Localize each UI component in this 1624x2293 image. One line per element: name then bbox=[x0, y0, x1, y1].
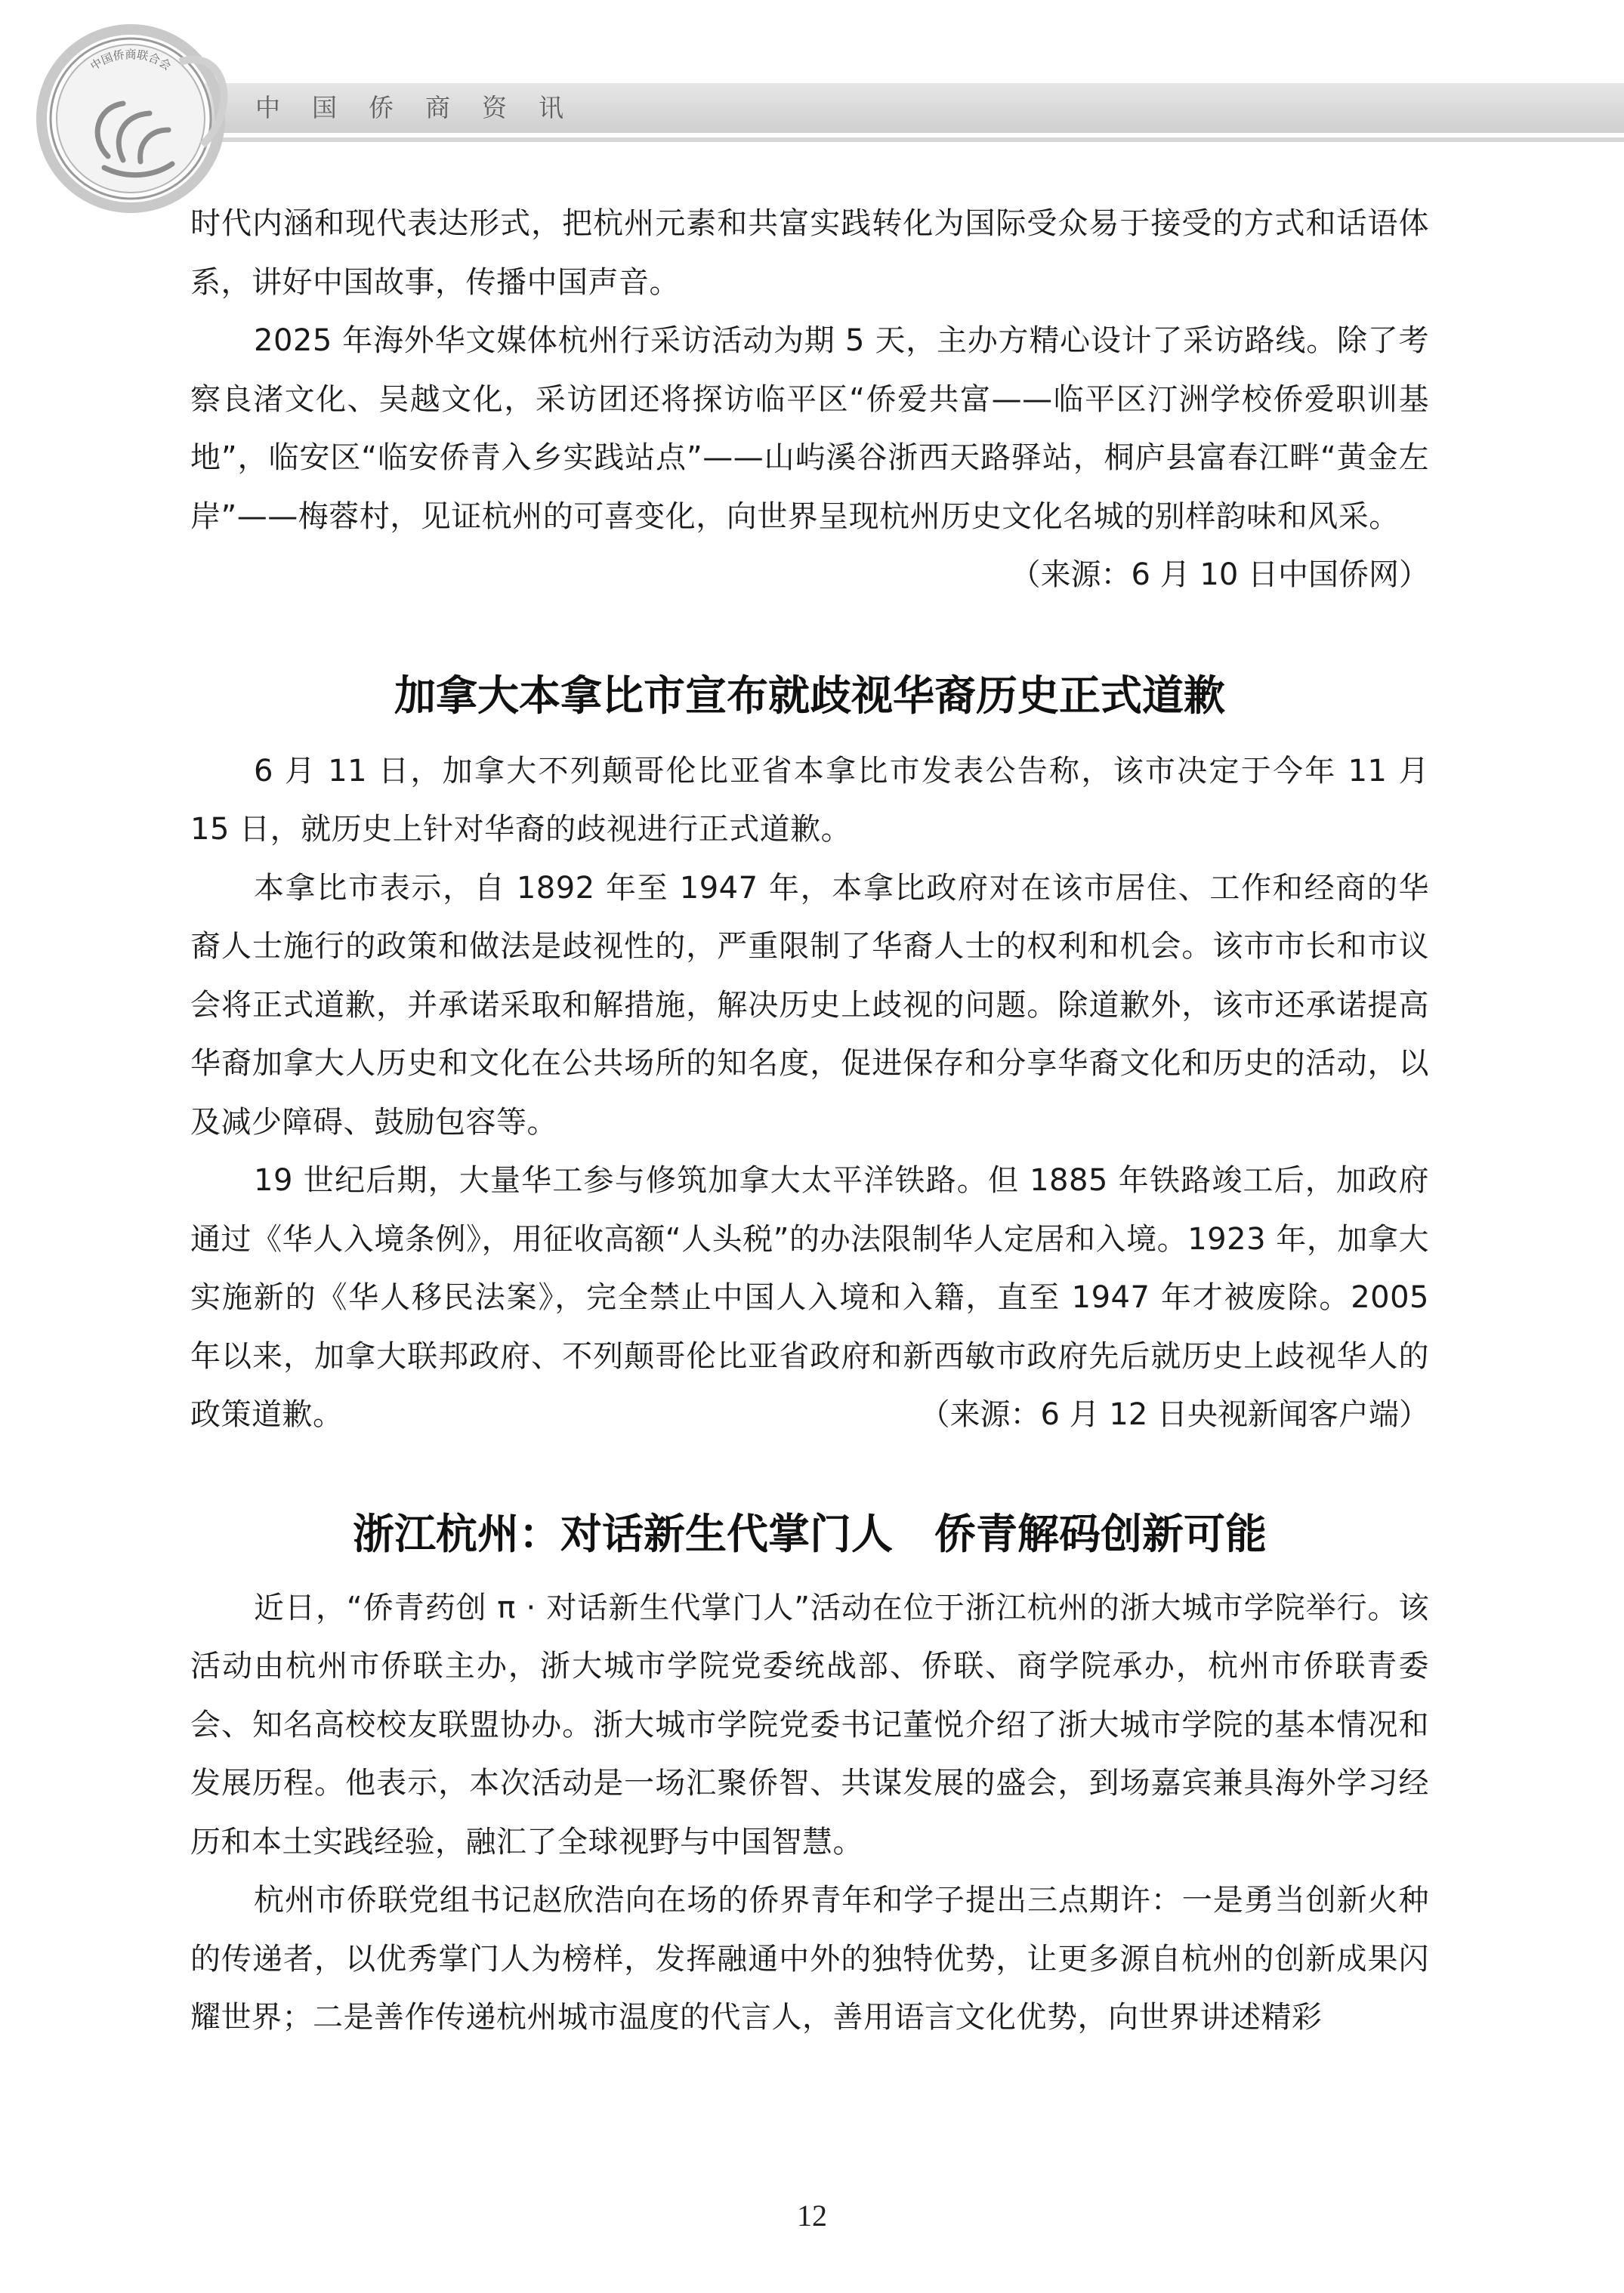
header-divider bbox=[113, 137, 1624, 142]
logo-icon bbox=[29, 17, 233, 221]
logo-text: 中国侨商联合会 bbox=[88, 47, 174, 73]
article2-paragraph-2: 本拿比市表示，自 1892 年至 1947 年，本拿比政府对在该市居住、工作和经商的华裔人士施行的政策和做法是歧视性的，严重限制了华裔人士的权利和机会。该市市长和市议会将正式道歉，并承诺采取和解措施，解决历史上歧视的问题。除道歉外，该市还承诺提高华裔加拿大人历史和文化在公共场所的知名度，促进保存和分享华裔文化和历史的活动，以及减少障碍、鼓励包容等。 bbox=[190, 870, 1429, 1140]
article2-paragraph-1: 6 月 11 日，加拿大不列颠哥伦比亚省本拿比市发表公告称，该市决定于今年 11 月 15 日，就历史上针对华裔的歧视进行正式道歉。 bbox=[190, 753, 1429, 847]
article2-paragraph-3: 19 世纪后期，大量华工参与修筑加拿大太平洋铁路。但 1885 年铁路竣工后，加政府通过《华人入境条例》，用征收高额“人头税”的办法限制华人定居和入境。1923 年，加拿大实施新的《华人移民法案》，完全禁止中国人入境和入籍，直至 1947 年才被废除。2005 年以来，加拿大联邦政府、不列颠哥伦比亚省政府和新西敏市政府先后就历史上歧视华人的政策道歉。 bbox=[190, 1163, 1429, 1432]
article3-paragraph-1: 近日，“侨青药创 π · 对话新生代掌门人”活动在位于浙江杭州的浙大城市学院举行。该活动由杭州市侨联主办，浙大城市学院党委统战部、侨联、商学院承办，杭州市侨联青委会、知名高校校友联盟协办。浙大城市学院党委书记董悦介绍了浙大城市学院的基本情况和发展历程。他表示，本次活动是一场汇聚侨智、共谋发展的盛会，到场嘉宾兼具海外学习经历和本土实践经验，融汇了全球视野与中国智慧。 bbox=[190, 1590, 1429, 1859]
article1-source: （来源：6 月 10 日中国侨网） bbox=[1010, 557, 1429, 592]
article1-paragraph-2: 2025 年海外华文媒体杭州行采访活动为期 5 天，主办方精心设计了采访路线。除了考察良渚文化、吴越文化，采访团还将探访临平区“侨爱共富——临平区汀洲学校侨爱职训基地”，临安区“临安侨青入乡实践站点”——山屿溪谷浙西天路驿站，桐庐县富春江畔“黄金左岸”——梅蓉村，见证杭州的可喜变化，向世界呈现杭州历史文化名城的别样韵味和风采。 bbox=[190, 323, 1429, 534]
header-title: 中国侨商资讯 bbox=[255, 93, 595, 122]
article3-title: 浙江杭州：对话新生代掌门人 侨青解码创新可能 bbox=[352, 1509, 1267, 1558]
article1-paragraph-1: 时代内涵和现代表达形式，把杭州元素和共富实践转化为国际受众易于接受的方式和话语体系，讲好中国故事，传播中国声音。 bbox=[190, 206, 1429, 300]
page-number: 12 bbox=[797, 2199, 827, 2233]
article2-source: （来源：6 月 12 日央视新闻客户端） bbox=[919, 1397, 1429, 1432]
article3-paragraph-2: 杭州市侨联党组书记赵欣浩向在场的侨界青年和学子提出三点期许：一是勇当创新火种的传递者，以优秀掌门人为榜样，发挥融通中外的独特优势，让更多源自杭州的创新成果闪耀世界；二是善作传递杭州城市温度的代言人，善用语言文化优势，向世界讲述精彩 bbox=[190, 1883, 1429, 2035]
article2-title: 加拿大本拿比市宣布就歧视华裔历史正式道歉 bbox=[394, 671, 1225, 720]
page-content bbox=[190, 195, 1429, 2048]
